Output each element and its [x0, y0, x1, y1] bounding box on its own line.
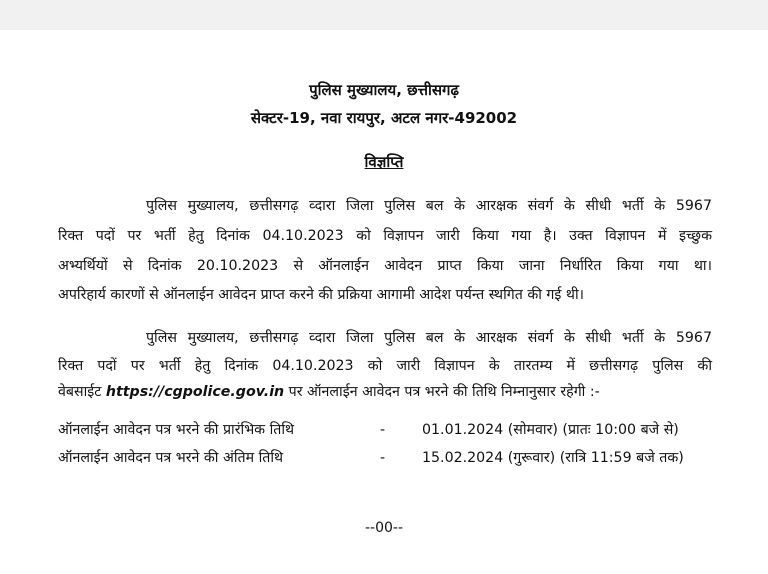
start-date-label: ऑनलाईन आवेदन पत्र भरने की प्रारंभिक तिथि — [58, 422, 295, 438]
end-date-label: ऑनलाईन आवेदन पत्र भरने की अंतिम तिथि — [58, 450, 284, 466]
paragraph1-line: अभ्यर्थियों से दिनांक 20.10.2023 से ऑनलाईन आवेदन प्राप्त किया जाना निर्धारित किया गया था। — [58, 258, 712, 274]
end-mark: --00-- — [364, 520, 404, 536]
paragraph2-last-line — [58, 382, 712, 402]
website-url[interactable]: https://cgpolice.gov.in — [105, 384, 285, 400]
website-prefix: वेबसाईट — [58, 384, 102, 400]
paragraph2-line: पुलिस मुख्यालय, छत्तीसगढ़ व्दारा जिला पुलिस बल के आरक्षक संवर्ग के सीधी भर्ती के 5967 — [146, 330, 712, 346]
start-date-row — [58, 420, 738, 440]
notice-document — [0, 30, 768, 574]
office-name: पुलिस मुख्यालय, छत्तीसगढ़ — [309, 81, 459, 99]
paragraph1-line: अपरिहार्य कारणों से ऑनलाईन आवेदन प्राप्त करने की प्रक्रिया आगामी आदेश पर्यन्त स्थगित की गई थी। — [58, 287, 585, 303]
paragraph1-line: पुलिस मुख्यालय, छत्तीसगढ़ व्दारा जिला पुलिस बल के आरक्षक संवर्ग के सीधी भर्ती के 5967 — [146, 198, 712, 214]
office-address: सेक्टर-19, नवा रायपुर, अटल नगर-492002 — [250, 109, 518, 127]
notice-title: विज्ञप्ति — [364, 153, 404, 171]
top-band — [0, 0, 768, 30]
end-date-row — [58, 448, 738, 468]
paragraph2-line: रिक्त पदों पर भर्ती हेतु दिनांक 04.10.2023 को जारी विज्ञापन के तारतम्य में छत्तीसगढ़ पुलिस की — [58, 358, 712, 374]
paragraph1-line: रिक्त पदों पर भर्ती हेतु दिनांक 04.10.2023 को विज्ञापन जारी किया गया है। उक्त विज्ञापन में इच्छुक — [58, 228, 712, 244]
end-date-value: 15.02.2024 (गुरूवार) (रात्रि 11:59 बजे तक) — [422, 450, 684, 466]
start-date-value: 01.01.2024 (सोमवार) (प्रातः 10:00 बजे से) — [422, 422, 679, 438]
website-suffix: पर ऑनलाईन आवेदन पत्र भरने की तिथि निम्नानुसार रहेगी :- — [288, 384, 600, 400]
start-date-separator: - — [380, 422, 386, 438]
end-date-separator: - — [380, 450, 386, 466]
